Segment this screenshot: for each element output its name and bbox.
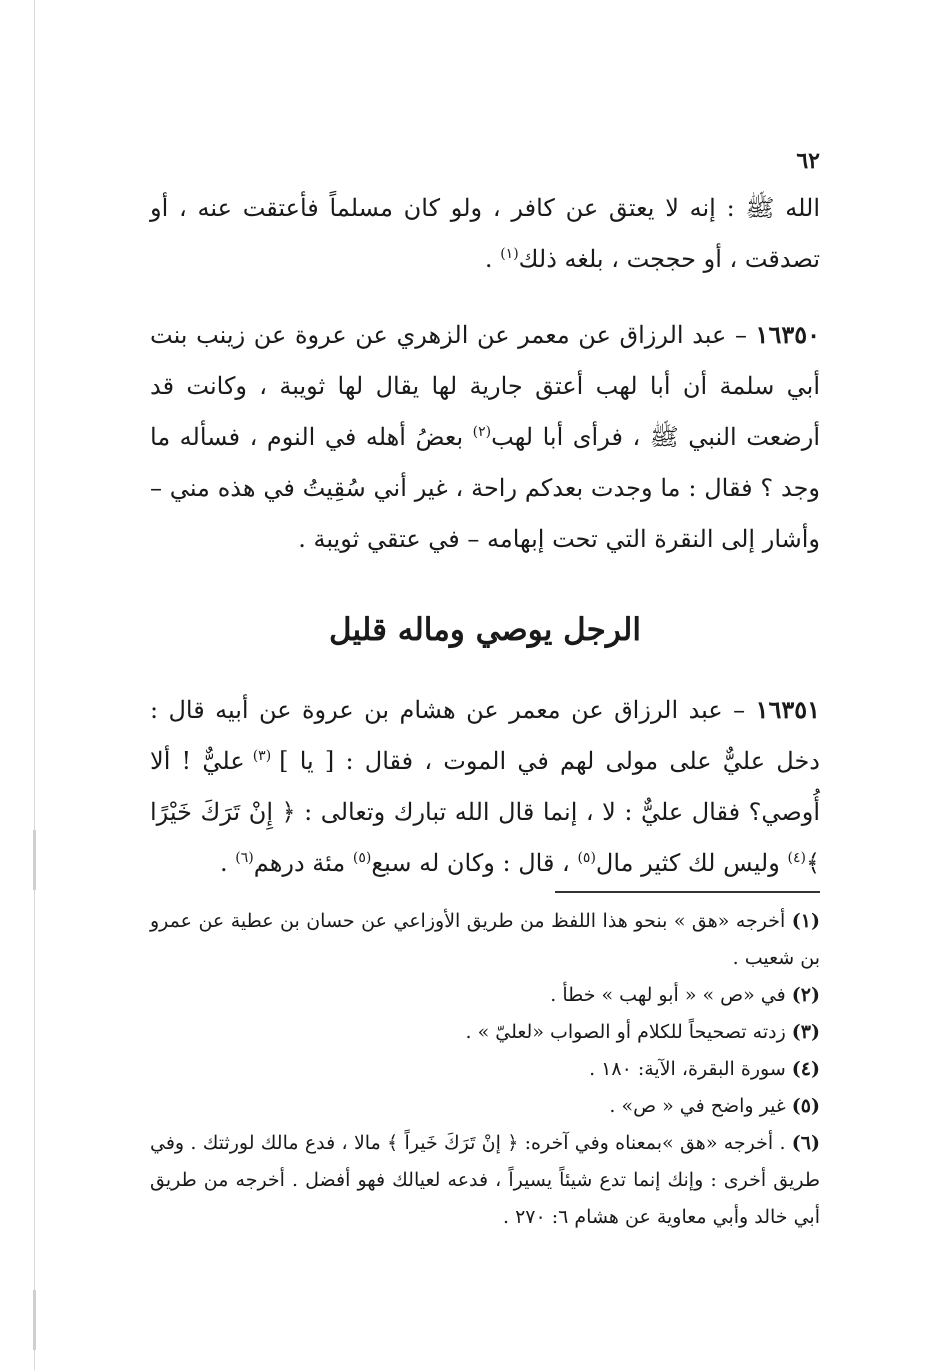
hadith-text: مئة درهم	[253, 849, 353, 877]
footnote-item	[150, 1088, 820, 1125]
hadith-number: ١٦٣٥١	[755, 695, 821, 724]
footnote-text: غير واضح في « ص» .	[609, 1095, 792, 1117]
footnote-text: . أخرجه «هق »بمعناه وفي آخره: ﴿ إنْ تَرَكَ خَيراً ﴾ مالا ، فدع مالك لورثتك . وفي طريق أخرى : وإنك إنما تدع شيئاً يسيراً ، فدعه لعيالك فهو أفضل . أخرجه من طريق أبي خالد وأبي معاوية عن هشام ٦: ٢٧٠ .	[150, 1132, 820, 1228]
hadith-text: وليس لك كثير مال	[595, 849, 788, 877]
footnote-number: (٣)	[791, 1021, 820, 1043]
footnote-number: (٦)	[791, 1132, 820, 1154]
hadith-text: – عبد الرزاق عن معمر عن هشام بن عروة عن أبيه قال : دخل عليٌّ على مولى لهم في الموت ، فقال : [ يا ]	[150, 696, 820, 775]
footnote-text: أخرجه «هق » بنحو هذا اللفظ من طريق الأوزاعي عن حسان بن عطية عن عمرو بن شعيب .	[150, 910, 820, 969]
footnote-ref: (٥)	[352, 850, 372, 866]
hadith-text: عليٌّ ! ألا أُوصي؟ فقال عليٌّ : لا ، إنما قال الله تبارك وتعالى : ﴿ إِنْ تَرَكَ خَيْرًا ﴾	[150, 747, 820, 877]
footnote-item	[150, 1014, 820, 1051]
paragraph-text: الله ﷺ : إنه لا يعتق عن كافر ، ولو كان مسلماً فأعتقت عنه ، أو تصدقت ، أو حججت ، بلغه ذلك	[150, 194, 820, 273]
footnote-text: زدته تصحيحاً للكلام أو الصواب «لعليّ » .	[465, 1021, 792, 1043]
section-heading: الرجل يوصي وماله قليل	[329, 612, 641, 648]
footnote-number: (٥)	[791, 1095, 820, 1117]
footnote-ref: (٣)	[244, 748, 280, 764]
footnote-number: (١)	[791, 910, 820, 932]
footnote-ref: (٥)	[577, 850, 596, 866]
footnote-separator	[555, 891, 820, 893]
gutter-mark	[33, 1290, 36, 1350]
hadith-paragraph	[150, 684, 820, 889]
footnote-ref: (٦)	[235, 850, 254, 866]
hadith-text: ، قال : وكان له سبع	[371, 849, 578, 877]
continuation-paragraph	[150, 183, 820, 285]
footnote-item	[150, 1125, 820, 1236]
hadith-paragraph	[150, 309, 820, 565]
page-gutter-line	[34, 0, 35, 1370]
paragraph-end: .	[484, 245, 501, 273]
footnote-number: (٢)	[791, 984, 820, 1006]
gutter-mark	[33, 830, 36, 890]
footnote-item	[150, 903, 820, 977]
footnotes	[150, 903, 820, 1236]
footnote-ref: (٢)	[472, 424, 492, 440]
footnote-text: سورة البقرة، الآية: ١٨٠ .	[589, 1058, 792, 1080]
footnote-ref: (١)	[500, 246, 519, 262]
footnote-item	[150, 977, 820, 1014]
hadith-text: بعضُ أهله في النوم ، فسأله ما وجد ؟ فقال : ما وجدت بعدكم راحة ، غير أني سُقِيتُ في هذه مني – وأشار إلى النقرة التي تحت إبهامه – في عتقي ثويبة .	[150, 423, 820, 553]
footnote-ref: (٤)	[787, 850, 806, 866]
footnote-number: (٤)	[791, 1058, 820, 1080]
hadith-text: .	[220, 849, 236, 877]
footnote-text: في «ص » « أبو لهب » خطأ .	[550, 984, 792, 1006]
page-number: ٦٢	[796, 148, 820, 174]
hadith-text: – عبد الرزاق عن معمر عن الزهري عن عروة عن زينب بنت أبي سلمة أن أبا لهب أعتق جارية لها يقال لها ثويبة ، وكانت قد أرضعت النبي ﷺ ، فرأى أبا لهب	[150, 321, 821, 451]
footnote-item	[150, 1051, 820, 1088]
hadith-number: ١٦٣٥٠	[755, 320, 820, 349]
